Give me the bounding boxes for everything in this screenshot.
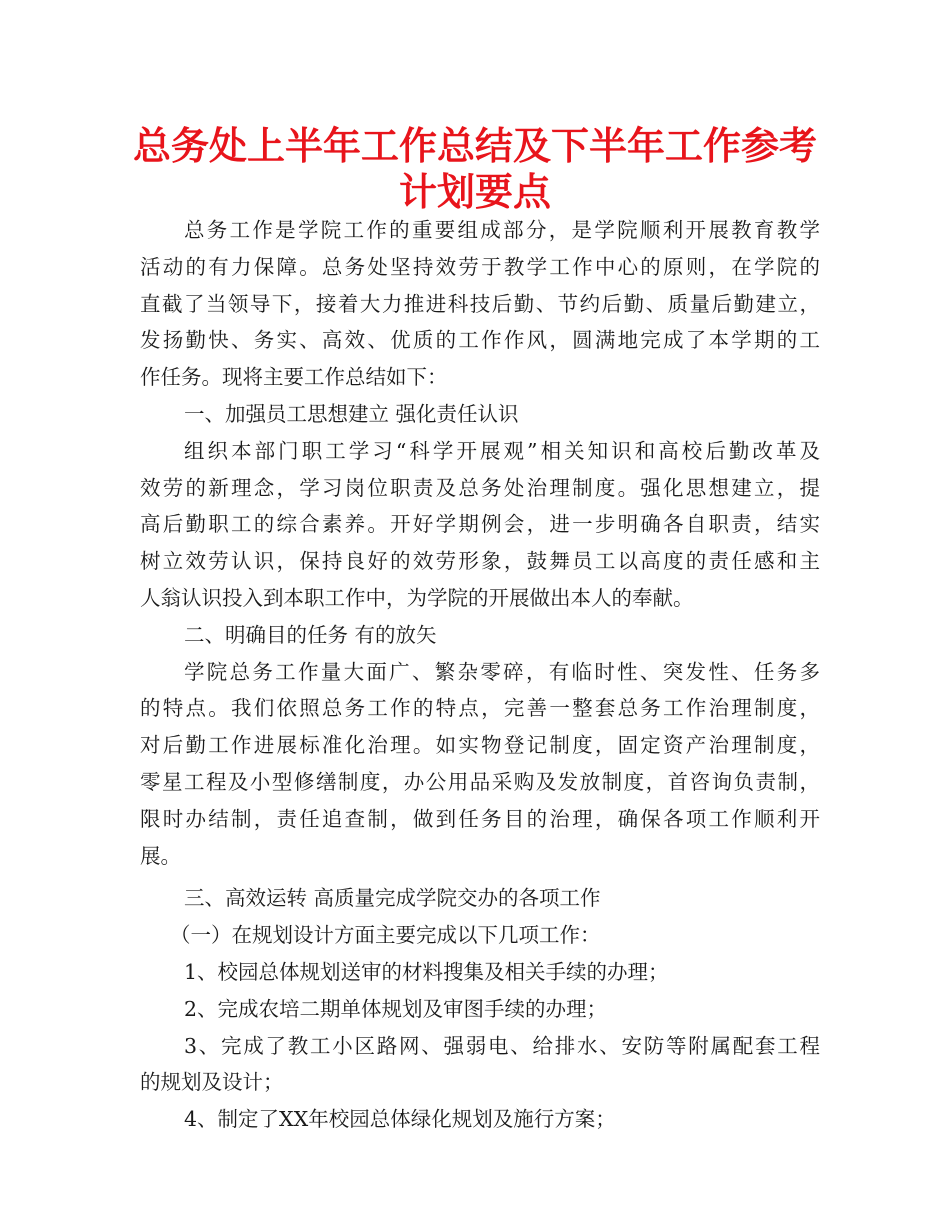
paragraph-line: 发扬勤快、务实、高效、优质的工作作风，圆满地完成了本学期的工 — [140, 328, 820, 353]
paragraph-line: 的特点。我们依照总务工作的特点，完善一整套总务工作治理制度， — [140, 696, 820, 721]
paragraph-line: 学院总务工作量大面广、繁杂零碎，有临时性、突发性、任务多 — [184, 659, 820, 684]
section-heading: 一、加强员工思想建立 强化责任认识 — [184, 401, 519, 426]
list-item-continued: 的规划及设计； — [140, 1070, 284, 1095]
paragraph-line: 零星工程及小型修缮制度，办公用品采购及发放制度，首咨询负责制， — [140, 769, 820, 794]
paragraph-line: 限时办结制，责任追查制，做到任务目的治理，确保各项工作顺利开 — [140, 806, 820, 831]
paragraph-line: 组织本部门职工学习“科学开展观”相关知识和高校后勤改革及 — [184, 438, 820, 463]
document-title-continued: 计划要点 — [398, 170, 551, 214]
paragraph-line: 活动的有力保障。总务处坚持效劳于教学工作中心的原则，在学院的 — [140, 254, 820, 279]
paragraph-line: 效劳的新理念，学习岗位职责及总务处治理制度。强化思想建立，提 — [140, 475, 820, 500]
paragraph-line: 高后勤职工的综合素养。开好学期例会，进一步明确各自职责，结实 — [140, 512, 820, 537]
document-body — [140, 212, 820, 1138]
document-title: 总务处上半年工作总结及下半年工作参考 — [132, 124, 817, 168]
list-item: 3、完成了教工小区路网、强弱电、给排水、安防等附属配套工程 — [184, 1033, 820, 1058]
list-item: 2、完成农培二期单体规划及审图手续的办理； — [184, 996, 608, 1021]
paragraph-line: 人翁认识投入到本职工作中，为学院的开展做出本人的奉献。 — [140, 585, 694, 610]
paragraph-line: 总务工作是学院工作的重要组成部分，是学院顺利开展教育教学 — [184, 218, 820, 242]
paragraph-line: 对后勤工作进展标准化治理。如实物登记制度，固定资产治理制度， — [140, 733, 820, 758]
list-item: 4、制定了XX年校园总体绿化规划及施行方案； — [184, 1107, 616, 1132]
paragraph-line: 展。 — [140, 843, 181, 868]
list-item: 1、校园总体规划送审的材料搜集及相关手续的办理； — [184, 959, 669, 984]
subsection-heading: （一）在规划设计方面主要完成以下几项工作： — [170, 923, 601, 948]
paragraph-line: 作任务。现将主要工作总结如下： — [140, 365, 448, 390]
section-heading: 二、明确目的任务 有的放矢 — [184, 622, 437, 647]
paragraph-line: 树立效劳认识，保持良好的效劳形象，鼓舞员工以高度的责任感和主 — [140, 549, 820, 574]
section-heading: 三、高效运转 高质量完成学院交办的各项工作 — [184, 886, 601, 911]
paragraph-line: 直截了当领导下，接着大力推进科技后勤、节约后勤、质量后勤建立， — [140, 291, 820, 316]
